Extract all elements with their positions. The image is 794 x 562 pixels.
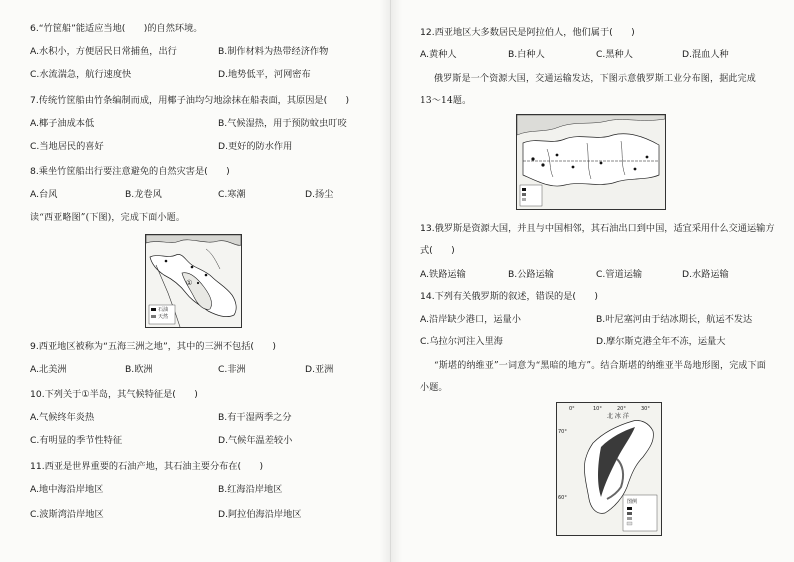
q14-option-d: D.摩尔斯克港全年不冻，运量大 [596, 336, 726, 347]
q7-option-d: D.更好的防水作用 [218, 141, 293, 152]
passage-scandinavia-line2: 小题。 [420, 383, 448, 393]
q14-stem: 14.下列有关俄罗斯的叙述，错误的是( ) [420, 291, 598, 302]
lon-label-10: 10° [593, 406, 602, 412]
lat-label-60: 60° [558, 495, 567, 501]
q14-option-b: B.叶尼塞河由于结冰期长，航运不发达 [596, 314, 753, 325]
q10-option-b: B.有干湿两季之分 [218, 412, 292, 423]
q7-option-a: A.椰子油成本低 [30, 118, 95, 129]
q12-option-b: B.白种人 [508, 49, 545, 60]
russia-industry-map [516, 114, 666, 210]
q12-stem: 12.西亚地区大多数居民是阿拉伯人，他们属于( ) [420, 27, 635, 38]
legend-gas: 天然 [158, 314, 169, 320]
q10-option-d: D.气候年温差较小 [218, 435, 293, 446]
legend-oil: 石油 [158, 307, 169, 313]
lon-label-20: 20° [617, 406, 626, 412]
q10-option-c: C.有明显的季节性特征 [30, 435, 123, 446]
q8-option-c: C.寒潮 [218, 189, 246, 200]
q9-option-b: B.欧洲 [125, 364, 153, 375]
q13-stem-line1: 13.俄罗斯是资源大国，并且与中国相邻，其石油出口到中国，适宜采用什么交通运输方 [420, 223, 775, 234]
q7-option-b: B.气候湿热，用于预防蚊虫叮咬 [218, 118, 347, 129]
q7-stem: 7.传统竹筐船由竹条编制而成，用椰子油均匀地涂抹在船表面，其原因是( ) [30, 95, 350, 106]
q13-stem-line2: 式( ) [420, 245, 455, 256]
q8-option-b: B.龙卷风 [125, 189, 162, 200]
passage-russia-line2: 13～14题。 [420, 96, 472, 106]
page-fold-line [390, 0, 391, 562]
q12-option-d: D.混血人种 [682, 49, 729, 60]
q13-option-b: B.公路运输 [508, 269, 554, 280]
lat-label-70: 70° [558, 429, 567, 435]
q12-option-a: A.黄种人 [420, 49, 457, 60]
q7-option-c: C.当地居民的喜好 [30, 141, 104, 152]
westasia-map [145, 234, 242, 328]
q10-option-a: A.气候终年炎热 [30, 412, 95, 423]
q13-option-a: A.铁路运输 [420, 269, 466, 280]
q9-option-c: C.非洲 [218, 364, 246, 375]
q9-stem: 9.西亚地区被称为“五海三洲之地”，其中的三洲不包括( ) [30, 341, 276, 352]
q13-option-d: D.水路运输 [682, 269, 729, 280]
passage-scandinavia-line1: “斯堪的纳维亚”一词意为“黑暗的地方”。结合斯堪的纳维亚半岛地形图，完成下面 [434, 361, 767, 371]
q14-option-a: A.沿岸缺少港口，运量小 [420, 314, 521, 325]
q8-stem: 8.乘坐竹筐船出行要注意避免的自然灾害是( ) [30, 166, 230, 177]
passage-westasia: 读“西亚略图”(下图)，完成下面小题。 [30, 213, 186, 223]
q12-option-c: C.黑种人 [596, 49, 633, 60]
q6-option-d: D.地势低平，河网密布 [218, 69, 311, 80]
q11-option-c: C.波斯湾沿岸地区 [30, 509, 104, 520]
peninsula-marker-1: ① [186, 279, 193, 287]
sea-label: 北 冰 洋 [607, 413, 629, 420]
q13-option-c: C.管道运输 [596, 269, 643, 280]
q11-option-b: B.红海沿岸地区 [218, 484, 283, 495]
q6-stem: 6.“竹筐船”能适应当地( )的自然环境。 [30, 23, 203, 34]
q11-option-a: A.地中海沿岸地区 [30, 484, 104, 495]
q9-option-d: D.亚洲 [305, 364, 334, 375]
q8-option-a: A.台风 [30, 189, 58, 200]
map-legend-title: 图例 [627, 499, 638, 505]
q11-option-d: D.阿拉伯海沿岸地区 [218, 509, 302, 520]
q10-stem: 10.下列关于①半岛，其气候特征是( ) [30, 389, 198, 400]
lon-label-30: 30° [641, 406, 650, 412]
q9-option-a: A.北美洲 [30, 364, 67, 375]
page-gutter [380, 0, 402, 562]
q6-option-b: B.制作材料为热带经济作物 [218, 46, 329, 57]
passage-russia-line1: 俄罗斯是一个资源大国，交通运输发达，下图示意俄罗斯工业分布图，据此完成 [434, 74, 757, 84]
q11-stem: 11.西亚是世界重要的石油产地，其石油主要分布在( ) [30, 461, 264, 472]
q6-option-c: C.水流湍急，航行速度快 [30, 69, 132, 80]
q6-option-a: A.水积小，方便居民日常捕鱼，出行 [30, 46, 177, 57]
scandinavia-terrain-map [556, 402, 662, 536]
q8-option-d: D.扬尘 [305, 189, 334, 200]
lon-label-0: 0° [569, 406, 575, 412]
q14-option-c: C.乌拉尔河注入里海 [420, 336, 503, 347]
